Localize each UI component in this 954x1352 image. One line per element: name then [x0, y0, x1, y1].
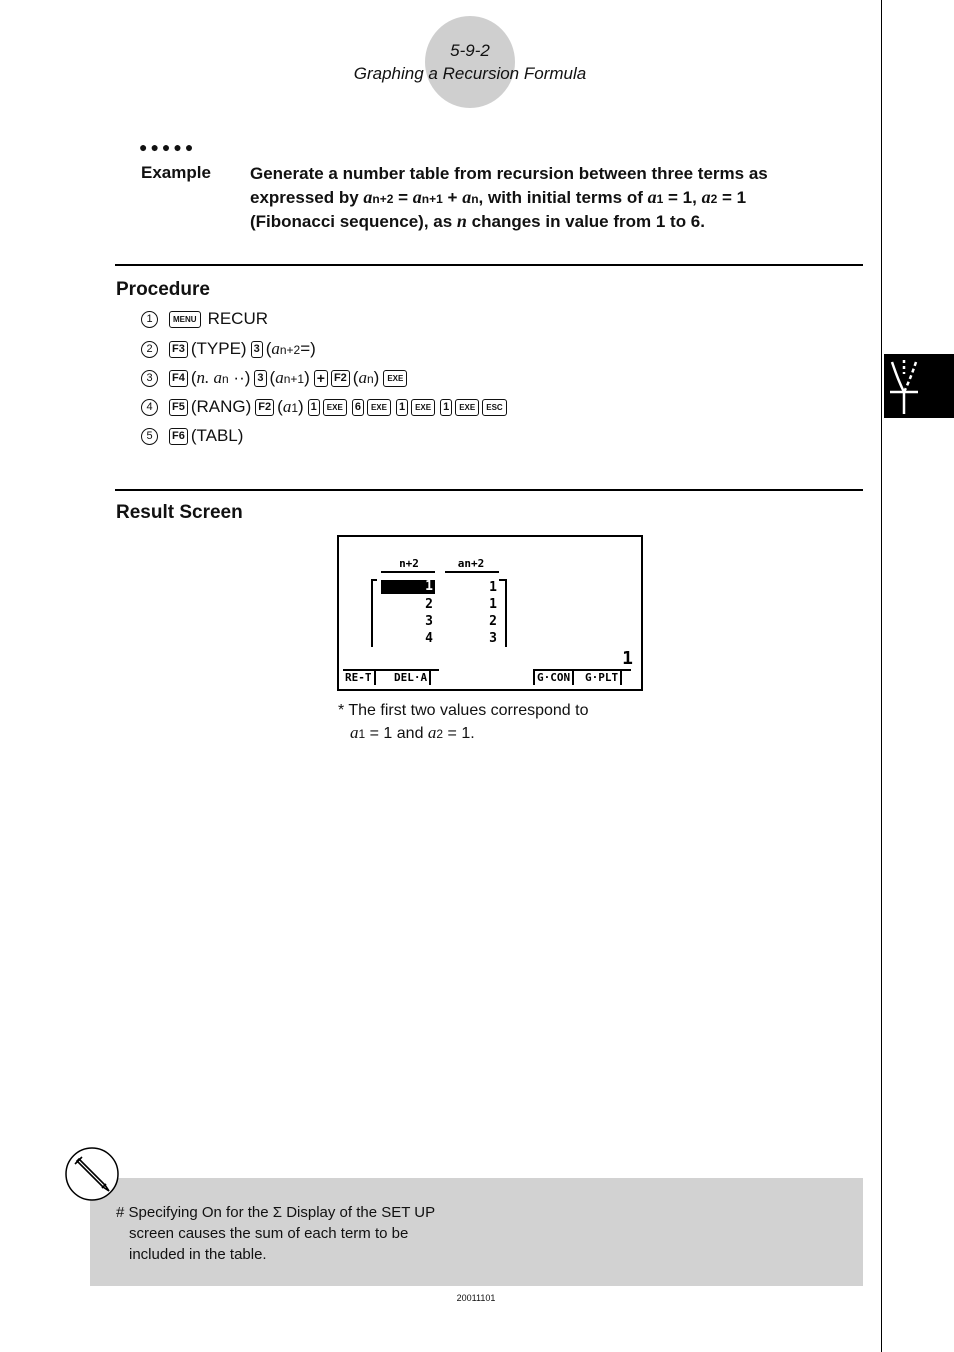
- key-1: 1: [440, 399, 452, 416]
- step-4: [141, 396, 510, 418]
- fkey-re-t: RE-T: [343, 670, 376, 685]
- exe-key: EXE: [367, 399, 391, 416]
- footnote-line-2: a1 = 1 and a2 = 1.: [350, 723, 475, 742]
- fkey-del-a: DEL·A: [392, 670, 431, 685]
- page-title: Graphing a Recursion Formula: [353, 64, 587, 83]
- key-6: 6: [352, 399, 364, 416]
- key-3: 3: [251, 341, 263, 358]
- example-text: [250, 163, 850, 234]
- step-text: (n. an ··): [190, 368, 251, 387]
- footnote-line-1: * The first two values correspond to: [338, 702, 589, 719]
- left-bracket: [371, 579, 373, 647]
- document-code: 20011101: [456, 1293, 496, 1303]
- fkey-g-con: G·CON: [533, 670, 574, 685]
- example-line-2: expressed by an+2 = an+1 + an, with initial terms of a1 = 1, a2 = 1: [250, 186, 747, 207]
- pencil-note-icon: [65, 1147, 119, 1201]
- step-text: (RANG): [190, 397, 252, 416]
- note-line-2: screen causes the sum of each term to be: [129, 1225, 409, 1242]
- step-text: (a1): [277, 397, 304, 416]
- key-3: 3: [254, 370, 266, 387]
- table-cell: 2: [489, 614, 497, 629]
- f5-key: F5: [169, 399, 188, 416]
- table-cell: 1: [489, 597, 497, 612]
- result-heading: Result Screen: [116, 502, 243, 523]
- step-5: [141, 425, 247, 447]
- table-cell: 4: [425, 631, 433, 646]
- f2-key: F2: [255, 399, 274, 416]
- exe-key: EXE: [383, 370, 407, 387]
- example-line-3: (Fibonacci sequence), as n changes in value from 1 to 6.: [250, 211, 705, 231]
- header-circle: [425, 16, 515, 108]
- menu-key: MENU: [169, 311, 201, 328]
- step-number: 5: [141, 428, 158, 445]
- col1-header: n+2: [399, 557, 419, 570]
- step-text: RECUR: [207, 309, 269, 328]
- step-text: (TYPE): [190, 339, 247, 358]
- step-number: 1: [141, 311, 158, 328]
- page-number: 5-9-2: [450, 41, 490, 60]
- result-footnote: [338, 700, 589, 745]
- step-text: (an): [352, 368, 380, 387]
- f2-key: F2: [331, 370, 350, 387]
- graph-mode-icon: [884, 354, 954, 418]
- col1-underline: [381, 571, 435, 573]
- f4-key: F4: [169, 370, 188, 387]
- right-bracket: [505, 579, 507, 647]
- step-2: [141, 338, 320, 360]
- esc-key: ESC: [482, 399, 506, 416]
- f6-key: F6: [169, 428, 188, 445]
- calculator-screen: [337, 535, 643, 691]
- key-1: 1: [308, 399, 320, 416]
- step-1: [141, 308, 272, 330]
- row-index: 1: [622, 648, 633, 669]
- col2-header: an+2: [457, 557, 485, 570]
- step-number: 4: [141, 399, 158, 416]
- table-cell: 1: [489, 580, 497, 595]
- plus-key: +: [314, 370, 328, 387]
- selected-cell: 1: [381, 580, 435, 594]
- f3-key: F3: [169, 341, 188, 358]
- result-rule: [115, 489, 863, 491]
- note-line-1: # Specifying On for the Σ Display of the SET UP: [116, 1204, 436, 1221]
- chapter-tab: [884, 354, 954, 418]
- step-3: [141, 367, 410, 389]
- step-text: (an+2=): [265, 339, 316, 358]
- step-number: 2: [141, 341, 158, 358]
- procedure-heading: Procedure: [116, 279, 210, 300]
- exe-key: EXE: [323, 399, 347, 416]
- fkey-g-plt: G·PLT: [583, 670, 622, 685]
- example-line-1: Generate a number table from recursion between three terms as: [250, 164, 768, 183]
- note-line-3: included in the table.: [129, 1246, 267, 1263]
- note-text: [116, 1202, 476, 1265]
- key-1: 1: [396, 399, 408, 416]
- table-cell: 3: [425, 614, 433, 629]
- step-number: 3: [141, 370, 158, 387]
- exe-key: EXE: [455, 399, 479, 416]
- example-label: Example: [141, 163, 211, 182]
- example-dots: ●●●●●: [139, 139, 197, 155]
- table-cell: 3: [489, 631, 497, 646]
- table-cell: 2: [425, 597, 433, 612]
- procedure-rule: [115, 264, 863, 266]
- exe-key: EXE: [411, 399, 435, 416]
- step-text: (TABL): [190, 426, 244, 445]
- col2-underline: [445, 571, 499, 573]
- right-margin-rule: [881, 0, 882, 1352]
- step-text: (an+1): [269, 368, 310, 387]
